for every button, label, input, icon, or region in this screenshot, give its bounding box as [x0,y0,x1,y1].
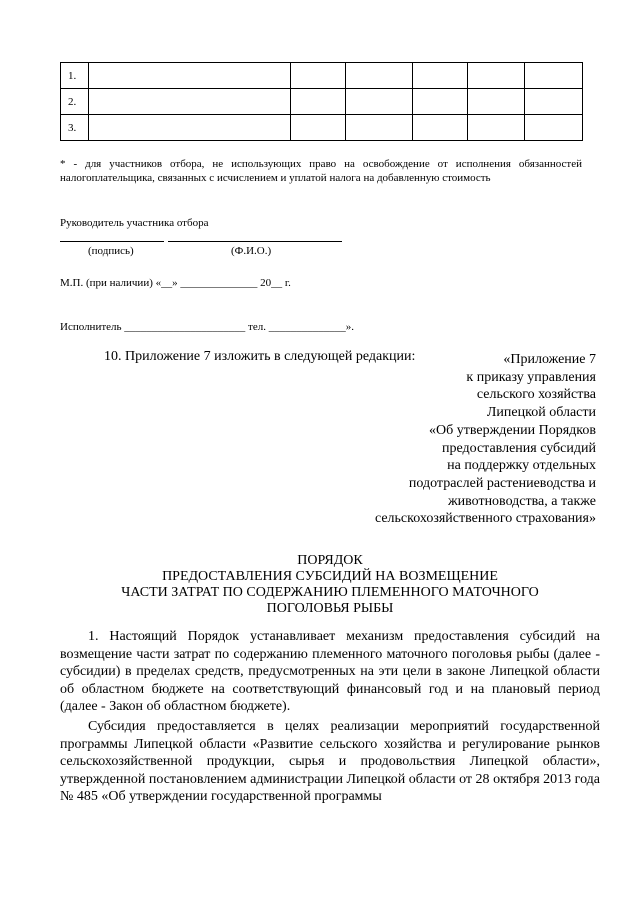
appendix-line: Липецкой области [486,405,596,421]
row-number: 1. [61,63,89,89]
signature-caption: (подпись) [88,245,134,257]
table-row [61,89,583,115]
data-table [60,62,583,141]
document-title [60,553,600,617]
stamp-line: М.П. (при наличии) «__» ______________ 20__ г. [60,277,291,289]
signature-line [60,241,164,242]
title-line: ПОГОЛОВЬЯ РЫБЫ [266,601,394,616]
appendix-line: сельскохозяйственного страхования» [374,511,596,527]
row-number: 2. [61,89,89,115]
appendix-line: «Об утверждении Порядков [429,422,596,438]
title-line: ЧАСТИ ЗАТРАТ ПО СОДЕРЖАНИЮ ПЛЕМЕННОГО МАТОЧНОГО [121,585,539,600]
appendix-line: на поддержку отдельных [447,458,596,474]
table-row [61,63,583,89]
appendix-line: подотраслей растениеводства и [408,475,596,491]
appendix-line: предоставления субсидий [441,440,596,456]
title-line: ПОРЯДОК [297,553,363,568]
name-caption: (Ф.И.О.) [231,245,272,257]
title-line: ПРЕДОСТАВЛЕНИЯ СУБСИДИЙ НА ВОЗМЕЩЕНИЕ [162,569,498,584]
row-number: 3. [61,115,89,141]
paragraph-2 [60,718,600,806]
paragraph-1 [60,628,600,716]
appendix-line: животноводства, а также [447,493,596,509]
executor-line: Исполнитель ______________________ тел. ______________». [60,321,354,333]
name-line [168,241,342,242]
item-10-text: 10. Приложение 7 изложить в следующей редакции: [104,349,416,364]
head-label: Руководитель участника отбора [60,217,209,229]
paragraph-1-text: 1. Настоящий Порядок устанавливает механизм предоставления субсидий на возмещение части затрат по содержанию племенного маточного поголовья рыбы (далее - субсидии) в пределах средств, предусмотренных на эти цели в законе Липецкой области об областном бюджете на соответствующий финансовый год и на плановый период (далее - Закон об областном бюджете). [60,629,600,715]
footnote: * - для участников отбора, не использующих право на освобождение от исполнения обязанностей налогоплательщика, связанных с исчислением и уплатой налога на добавленную стоимость [60,158,582,184]
appendix-line: «Приложение 7 [503,352,596,367]
paragraph-2-text: Субсидия предоставляется в целях реализации мероприятий государственной программы Липецкой области «Развитие сельского хозяйства и регулирование рынков сельскохозяйственной продукции, сырья и продовольствия Липецкой области», утвержденной постановлением администрации Липецкой области от 28 октября 2013 года № 485 «Об утверждении государственной программы [60,719,600,805]
table-row [61,115,583,141]
appendix-line: сельского хозяйства [476,387,596,403]
appendix-header [276,351,596,528]
appendix-line: к приказу управления [466,369,596,385]
